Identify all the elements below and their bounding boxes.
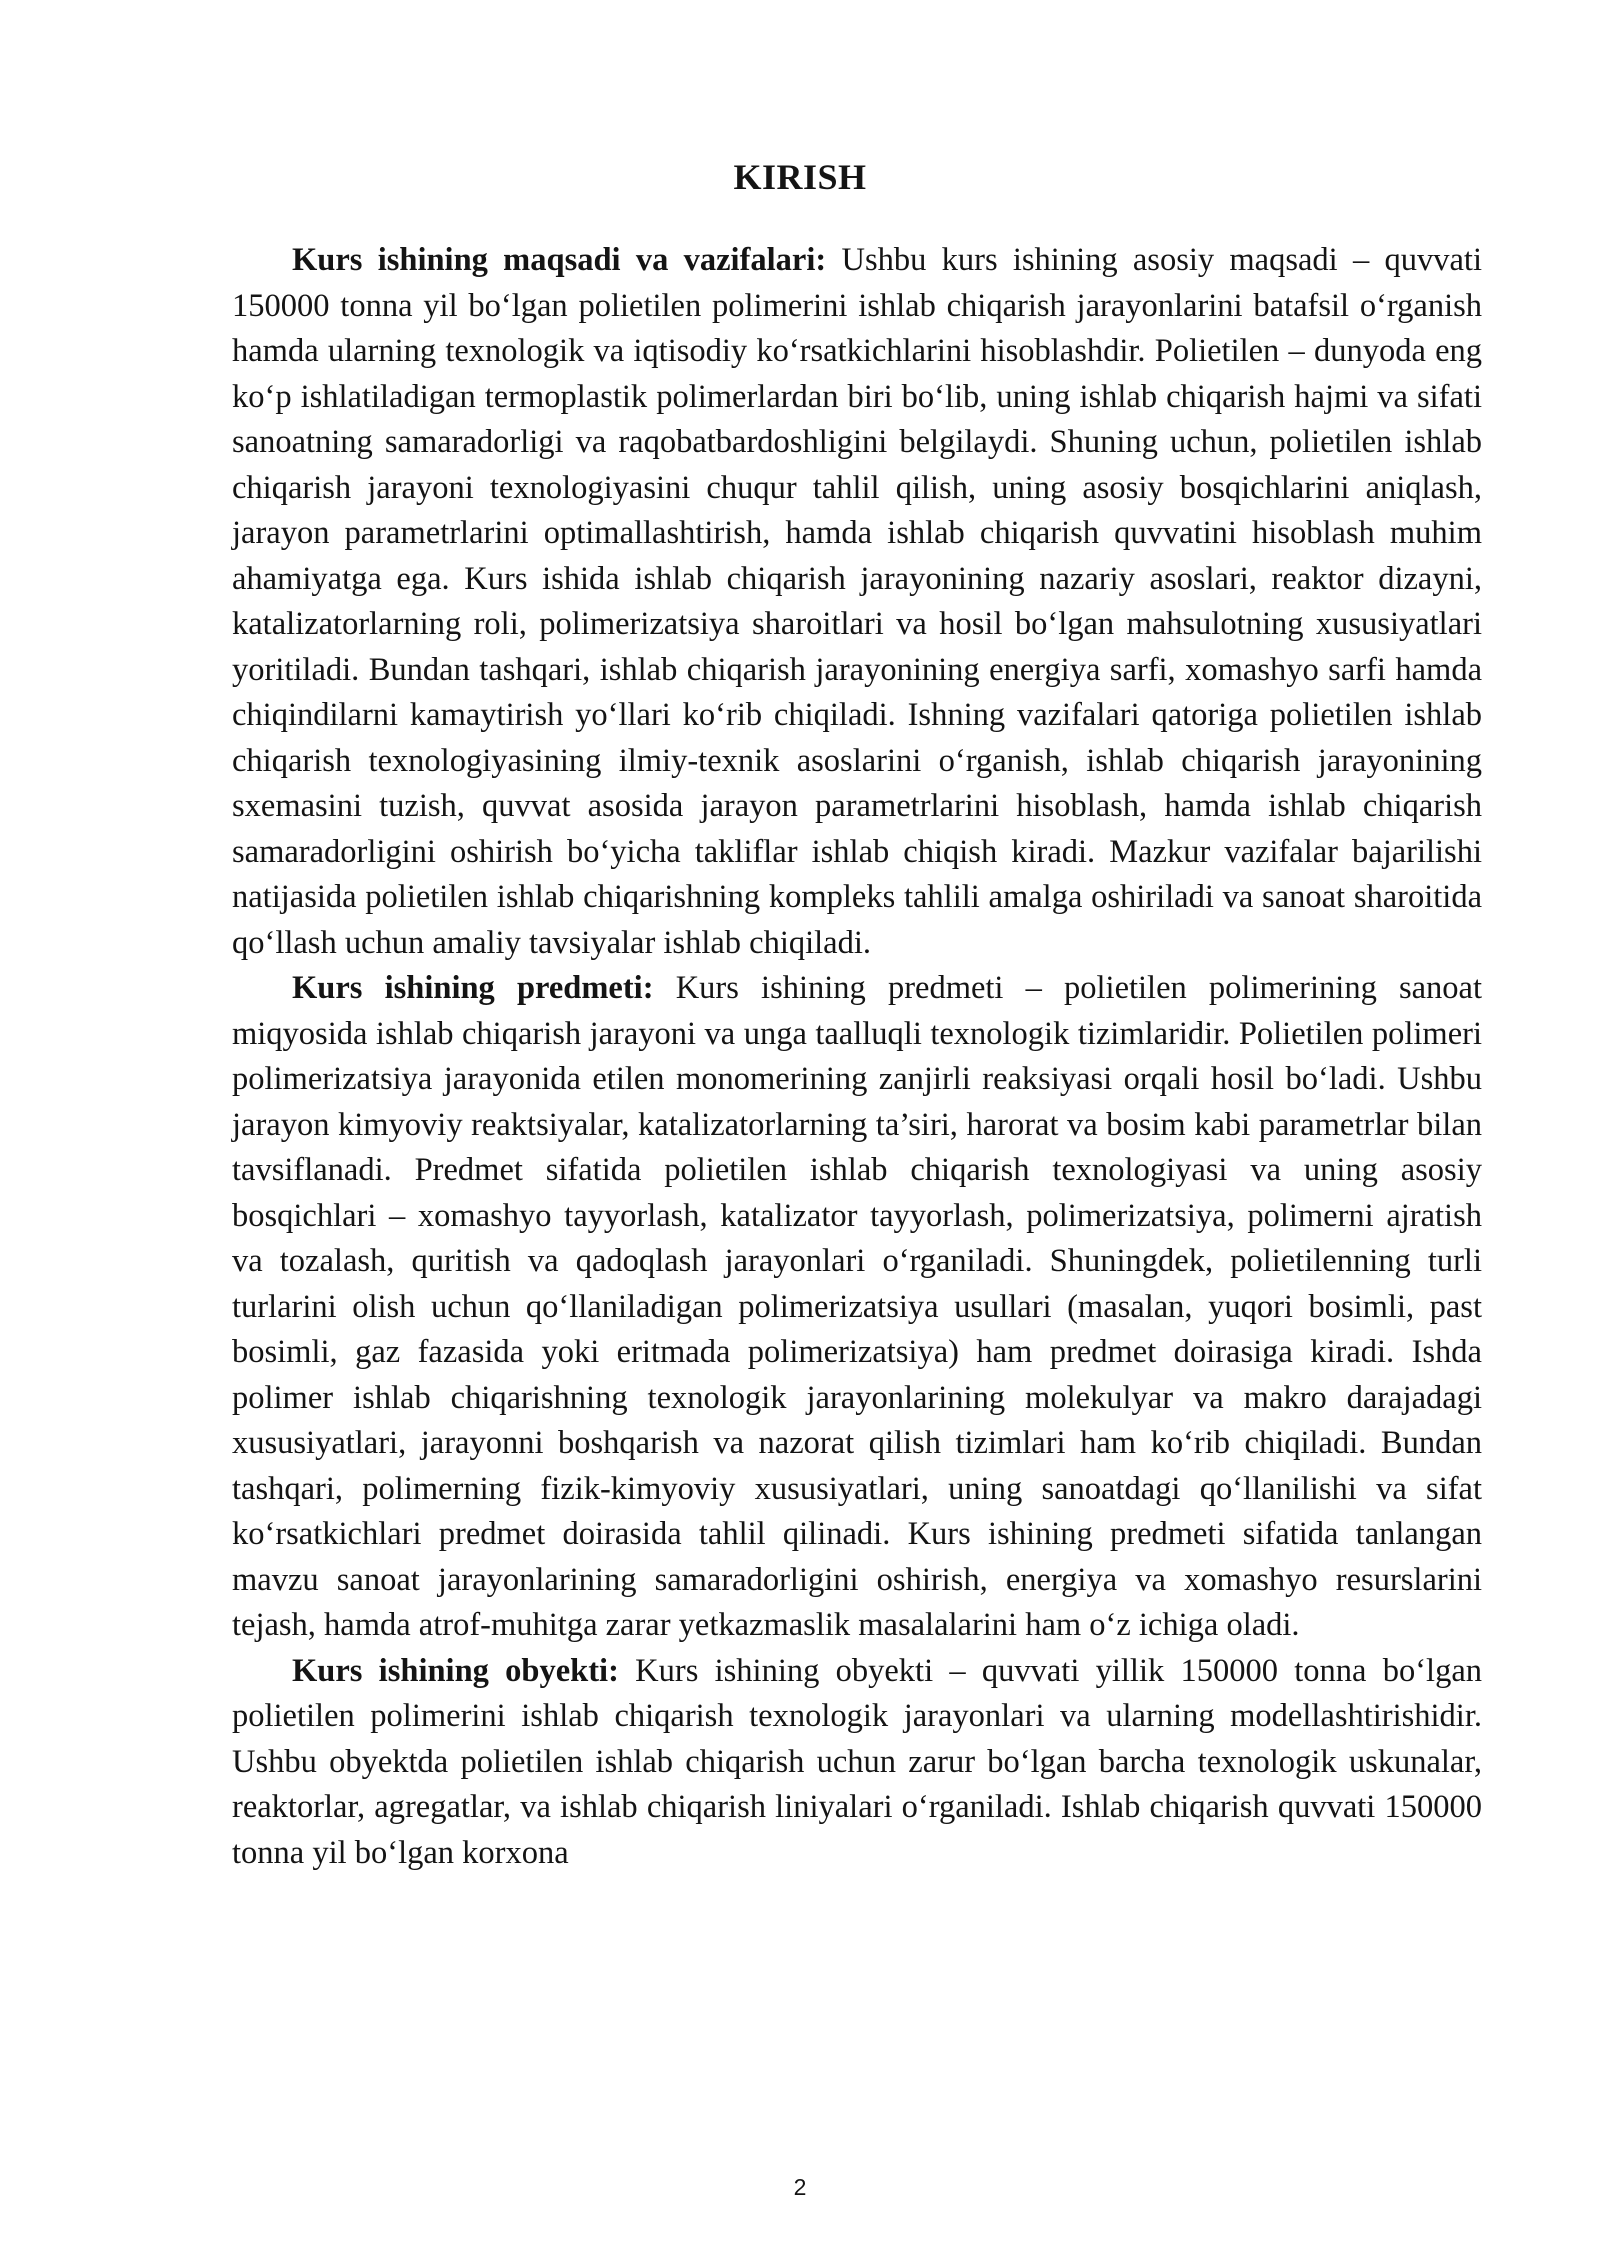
paragraph-lead: Kurs ishining predmeti: <box>292 970 654 1006</box>
body-text <box>232 238 1482 1876</box>
page-heading: KIRISH <box>733 157 867 197</box>
paragraph-text: Kurs ishining obyekti – quvvati yillik 150000 tonna bo‘lgan polietilen polimerini ishlab chiqarish texnologik jarayonlari va ularning modellashtirishidir. Ushbu obyektda polietilen ishlab chiqarish uchun zarur bo‘lgan barcha texnologik uskunalar, reaktorlar, agregatlar, va ishlab chiqarish liniyalari o‘rganiladi. Ishlab chiqarish quvvati 150000 tonna yil bo‘lgan korxona <box>232 1652 1483 1871</box>
paragraph-subject <box>232 966 1482 1649</box>
paragraph-object <box>232 1649 1482 1877</box>
paragraph-text: Ushbu kurs ishining asosiy maqsadi – quvvati 150000 tonna yil bo‘lgan polietilen polimerini ishlab chiqarish jarayonlarini batafsil o‘rganish hamda ularning texnologik va iqtisodiy ko‘rsatkichlarini hisoblashdir. Polietilen – dunyoda eng ko‘p ishlatiladigan termoplastik polimerlardan biri bo‘lib, uning ishlab chiqarish hajmi va sifati sanoatning samaradorligi va raqobatbardoshligini belgilaydi. Shuning uchun, polietilen ishlab chiqarish jarayoni texnologiyasini chuqur tahlil qilish, uning asosiy bosqichlarini aniqlash, jarayon parametrlarini optimallashtirish, hamda ishlab chiqarish quvvatini hisoblash muhim ahamiyatga ega. Kurs ishida ishlab chiqarish jarayonining nazariy asoslari, reaktor dizayni, katalizatorlarning roli, polimerizatsiya sharoitlari va hosil bo‘lgan mahsulotning xususiyatlari yoritiladi. Bundan tashqari, ishlab chiqarish jarayonining energiya sarfi, xomashyo sarfi hamda chiqindilarni kamaytirish yo‘llari ko‘rib chiqiladi. Ishning vazifalari qatoriga polietilen ishlab chiqarish texnologiyasining ilmiy-texnik asoslarini o‘rganish, ishlab chiqarish jarayonining sxemasini tuzish, quvvat asosida jarayon parametrlarini hisoblash, hamda ishlab chiqarish samaradorligini oshirish bo‘yicha takliflar ishlab chiqish kiradi. Mazkur vazifalar bajarilishi natijasida polietilen ishlab chiqarishning kompleks tahlili amalga oshiriladi va sanoat sharoitida qo‘llash uchun amaliy tavsiyalar ishlab chiqiladi. <box>232 242 1482 961</box>
page-number: 2 <box>793 2174 807 2200</box>
paragraph-lead: Kurs ishining maqsadi va vazifalari: <box>292 242 827 278</box>
paragraph-objectives <box>232 238 1482 966</box>
paragraph-lead: Kurs ishining obyekti: <box>292 1652 619 1689</box>
paragraph-text: Kurs ishining predmeti – polietilen polimerining sanoat miqyosida ishlab chiqarish jarayoni va unga taalluqli texnologik tizimlaridir. Polietilen polimeri polimerizatsiya jarayonida etilen monomerining zanjirli reaksiyasi orqali hosil bo‘ladi. Ushbu jarayon kimyoviy reaktsiyalar, katalizatorlarning ta’siri, harorat va bosim kabi parametrlar bilan tavsiflanadi. Predmet sifatida polietilen ishlab chiqarish texnologiyasi va uning asosiy bosqichlari – xomashyo tayyorlash, katalizator tayyorlash, polimerizatsiya, polimerni ajratish va tozalash, quritish va qadoqlash jarayonlari o‘rganiladi. Shuningdek, polietilenning turli turlarini olish uchun qo‘llaniladigan polimerizatsiya usullari (masalan, yuqori bosimli, past bosimli, gaz fazasida yoki eritmada polimerizatsiya) ham predmet doirasiga kiradi. Ishda polimer ishlab chiqarishning texnologik jarayonlarining molekulyar va makro darajadagi xususiyatlari, jarayonni boshqarish va nazorat qilish tizimlari ham ko‘rib chiqiladi. Bundan tashqari, polimerning fizik-kimyoviy xususiyatlari, uning sanoatdagi qo‘llanilishi va sifat ko‘rsatkichlari predmet doirasida tahlil qilinadi. Kurs ishining predmeti sifatida tanlangan mavzu sanoat jarayonlarining samaradorligini oshirish, energiya va xomashyo resurslarini tejash, hamda atrof-muhitga zarar yetkazmaslik masalalarini ham o‘z ichiga oladi. <box>232 970 1482 1643</box>
